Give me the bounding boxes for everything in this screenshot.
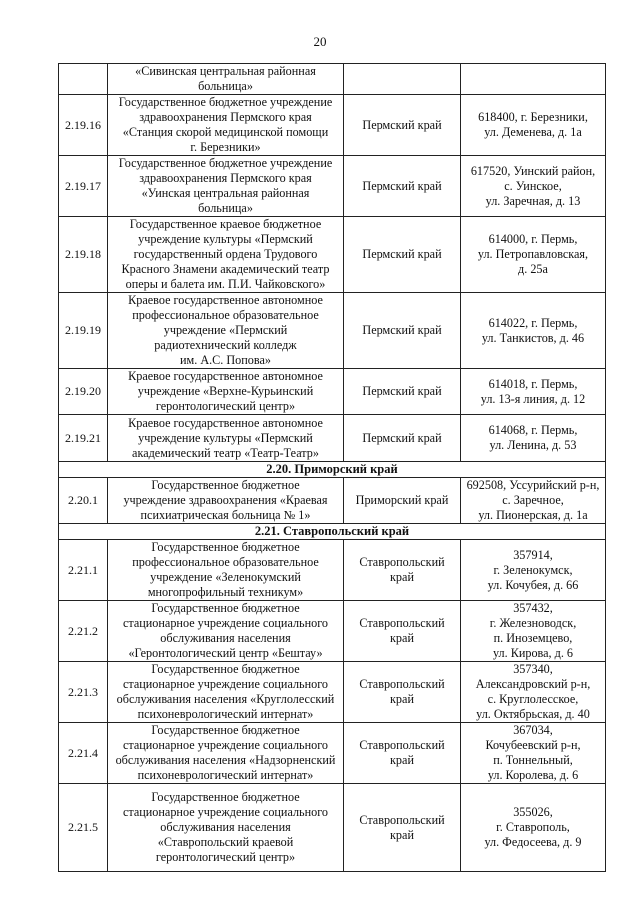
entry-number: 2.21.4 <box>59 723 108 784</box>
region-name <box>344 723 461 784</box>
organization-name-line: «Станция скорой медицинской помощи <box>122 125 329 139</box>
organization-name-line: многопрофильный техникум» <box>147 585 304 599</box>
address-line: 367034, <box>513 723 553 737</box>
region-name-line: Ставропольский <box>359 812 445 827</box>
section-header-row <box>59 524 606 540</box>
entry-number: 2.21.5 <box>59 784 108 872</box>
address-line: 618400, г. Березники, <box>478 110 588 124</box>
organization-name <box>108 662 344 723</box>
region-name-line: край <box>390 827 414 842</box>
organization-name-line: учреждение «Верхне-Курьинский <box>137 384 314 398</box>
organization-name <box>108 723 344 784</box>
address-line: п. Иноземцево, <box>493 631 573 645</box>
entry-number: 2.19.18 <box>59 217 108 293</box>
organization-name-line: геронтологический центр» <box>155 399 296 413</box>
address-line: ул. Заречная, д. 13 <box>485 193 581 208</box>
organization-name-line: стационарное учреждение социального <box>122 805 329 819</box>
address <box>461 723 606 784</box>
organization-name-line: обслуживания населения «Круглолесский <box>116 692 335 706</box>
organization-name-line: им. А.С. Попова» <box>179 353 271 367</box>
address-line: ул. Пионерская, д. 1а <box>478 508 588 522</box>
address-line: ул. Королева, д. 6 <box>487 768 579 782</box>
entry-number: 2.21.1 <box>59 540 108 601</box>
region-name <box>344 217 461 293</box>
region-name <box>344 478 461 524</box>
region-name <box>344 415 461 462</box>
organization-name-line: «Геронтологический центр «Бештау» <box>128 646 323 660</box>
organization-name-line: Краевое государственное автономное <box>128 293 323 307</box>
table-row <box>59 784 606 872</box>
organization-name-line: геронтологический центр» <box>155 850 296 864</box>
address-line: п. Тоннельный, <box>493 753 573 767</box>
entry-number: 2.19.21 <box>59 415 108 462</box>
organization-name-line: обслуживания населения <box>160 820 291 834</box>
address <box>461 156 606 217</box>
organization-name-line: здравоохранения Пермского края <box>139 171 312 185</box>
region-name <box>344 662 461 723</box>
region-name-line: Приморский край <box>355 493 449 507</box>
region-name <box>344 784 461 872</box>
organization-name-line: учреждение культуры «Пермский <box>138 430 313 445</box>
organization-name-line: «Ставропольский краевой <box>157 835 294 849</box>
address <box>461 784 606 872</box>
address-line: 614068, г. Пермь, <box>488 423 578 437</box>
entry-number: 2.19.20 <box>59 369 108 415</box>
organization-name-line: радиотехнический колледж <box>154 338 297 352</box>
page-number: 20 <box>313 34 327 49</box>
table-row <box>59 540 606 601</box>
organization-name-line: Государственное бюджетное <box>151 478 300 492</box>
organization-name-line: Государственное бюджетное учреждение <box>118 95 333 109</box>
entry-number: 2.20.1 <box>59 478 108 524</box>
address-line: с. Уинское, <box>504 178 562 193</box>
address-line: 355026, <box>513 805 553 819</box>
organization-name-line: Краевое государственное автономное <box>128 369 323 383</box>
region-name <box>344 156 461 217</box>
organization-name <box>108 540 344 601</box>
address-line: ул. Ленина, д. 53 <box>489 438 577 452</box>
organization-name-line: профессиональное образовательное <box>132 308 319 322</box>
table-row <box>59 95 606 156</box>
organization-name-line: учреждение «Пермский <box>163 323 288 337</box>
address-line: с. Заречное, <box>502 493 564 507</box>
organization-name <box>108 601 344 662</box>
organization-name <box>108 156 344 217</box>
entry-number: 2.19.19 <box>59 293 108 369</box>
organization-name-line: академический театр «Театр-Театр» <box>132 445 319 460</box>
region-name <box>344 95 461 156</box>
table-row <box>59 478 606 524</box>
address-line: г. Железноводск, <box>489 616 577 630</box>
organization-name-line: психоневрологический интернат» <box>137 768 314 782</box>
section-header-row <box>59 462 606 478</box>
address <box>461 662 606 723</box>
region-name-line: Пермский край <box>362 430 442 445</box>
organization-name-line: психиатрическая больница № 1» <box>140 508 311 522</box>
region-name <box>344 601 461 662</box>
address <box>461 601 606 662</box>
region-name-line: Ставропольский <box>359 677 445 691</box>
table-row <box>59 64 606 95</box>
entry-number: 2.19.16 <box>59 95 108 156</box>
table-row <box>59 293 606 369</box>
organization-name-line: Государственное бюджетное <box>151 601 300 615</box>
organization-name-line: «Сивинская центральная районная <box>135 64 316 78</box>
address-line: ул. Федосеева, д. 9 <box>484 835 582 849</box>
organization-name-line: больница» <box>198 201 253 215</box>
address-line: 357340, <box>513 662 553 676</box>
address-line: 617520, Уинский район, <box>470 163 596 178</box>
address-line: ул. Деменева, д. 1а <box>484 125 582 139</box>
entry-number: 2.19.17 <box>59 156 108 217</box>
organization-name-line: Государственное бюджетное <box>151 662 300 676</box>
address-line: 614000, г. Пермь, <box>488 232 578 246</box>
organization-name-line: здравоохранения Пермского края <box>139 110 312 124</box>
address-line: с. Круглолесское, <box>487 692 579 706</box>
address-line: г. Зеленокумск, <box>493 562 573 577</box>
organization-name <box>108 478 344 524</box>
address-line: ул. Танкистов, д. 46 <box>481 330 585 345</box>
address-line: г. Ставрополь, <box>496 820 570 834</box>
organization-name-line: профессиональное образовательное <box>132 555 319 569</box>
organization-name-line: государственный ордена Трудового <box>133 247 318 261</box>
table-row <box>59 217 606 293</box>
organization-name-line: стационарное учреждение социального <box>122 677 329 691</box>
address-line: ул. Кирова, д. 6 <box>492 646 574 660</box>
organization-name <box>108 217 344 293</box>
address-line: ул. Кочубея, д. 66 <box>487 577 579 592</box>
organization-name-line: обслуживания населения «Надзорненский <box>115 753 336 767</box>
region-name-line: Пермский край <box>362 247 442 261</box>
entry-number: 2.21.2 <box>59 601 108 662</box>
region-name <box>344 540 461 601</box>
organization-name-line: обслуживания населения <box>160 631 291 645</box>
table-row <box>59 156 606 217</box>
address-line: 692508, Уссурийский р-н, <box>466 478 600 492</box>
address <box>461 478 606 524</box>
region-name-line: Ставропольский <box>359 555 445 569</box>
table-row <box>59 662 606 723</box>
organization-name <box>108 95 344 156</box>
region-name-line: край <box>390 570 414 584</box>
region-name-line: край <box>390 631 414 645</box>
address-line: ул. Петропавловская, <box>477 247 589 261</box>
organization-name-line: Краевое государственное автономное <box>128 415 323 430</box>
organization-name-line: Красного Знамени академический театр <box>121 262 330 276</box>
section-title: 2.21. Ставропольский край <box>59 524 606 540</box>
region-name-line: Ставропольский <box>359 738 445 752</box>
organization-name <box>108 293 344 369</box>
table-row <box>59 369 606 415</box>
region-name <box>344 64 461 95</box>
address-line: Александровский р-н, <box>475 677 591 691</box>
address <box>461 293 606 369</box>
region-name-line: край <box>390 692 414 706</box>
region-name-line: Пермский край <box>362 323 442 337</box>
section-title: 2.20. Приморский край <box>59 462 606 478</box>
table-body <box>59 64 606 872</box>
address <box>461 369 606 415</box>
organization-name-line: Государственное краевое бюджетное <box>129 217 322 231</box>
organization-name-line: учреждение здравоохранения «Краевая <box>123 493 328 507</box>
address <box>461 95 606 156</box>
entry-number: 2.21.3 <box>59 662 108 723</box>
organization-name-line: учреждение «Зеленокумский <box>150 570 301 584</box>
address-line: ул. 13-я линия, д. 12 <box>480 391 586 406</box>
region-name <box>344 369 461 415</box>
region-name-line: край <box>390 753 414 767</box>
address-line: 614018, г. Пермь, <box>488 376 578 391</box>
address <box>461 217 606 293</box>
address-line: 357914, <box>513 547 553 562</box>
table-row <box>59 415 606 462</box>
address-line: д. 25а <box>518 262 548 276</box>
address <box>461 415 606 462</box>
organization-name <box>108 784 344 872</box>
organization-name-line: больница» <box>198 79 253 93</box>
region-name-line: Пермский край <box>362 178 442 193</box>
address-line: Кочубеевский р-н, <box>485 738 581 752</box>
organization-name-line: Государственное бюджетное <box>151 790 300 804</box>
region-name-line: Пермский край <box>362 384 442 398</box>
table-row <box>59 601 606 662</box>
address <box>461 540 606 601</box>
organization-name-line: Государственное бюджетное <box>151 540 300 554</box>
organization-name-line: Государственное бюджетное <box>151 723 300 737</box>
organization-name <box>108 64 344 95</box>
organization-name-line: Государственное бюджетное учреждение <box>118 156 333 170</box>
address-line: 614022, г. Пермь, <box>488 315 578 330</box>
organization-name-line: стационарное учреждение социального <box>122 616 329 630</box>
table-row <box>59 723 606 784</box>
region-name <box>344 293 461 369</box>
organization-name-line: психоневрологический интернат» <box>137 707 314 721</box>
organization-name <box>108 415 344 462</box>
address-line: ул. Октябрьская, д. 40 <box>476 707 590 721</box>
address-line: 357432, <box>513 601 553 615</box>
organizations-table <box>58 63 606 872</box>
organization-name-line: стационарное учреждение социального <box>122 738 329 752</box>
organization-name <box>108 369 344 415</box>
entry-number <box>59 64 108 95</box>
organization-name-line: оперы и балета им. П.И. Чайковского» <box>125 277 326 291</box>
organization-name-line: г. Березники» <box>190 140 261 154</box>
region-name-line: Пермский край <box>362 117 442 132</box>
address <box>461 64 606 95</box>
organization-name-line: «Уинская центральная районная <box>141 186 310 200</box>
region-name-line: Ставропольский <box>359 616 445 630</box>
organization-name-line: учреждение культуры «Пермский <box>138 232 313 246</box>
